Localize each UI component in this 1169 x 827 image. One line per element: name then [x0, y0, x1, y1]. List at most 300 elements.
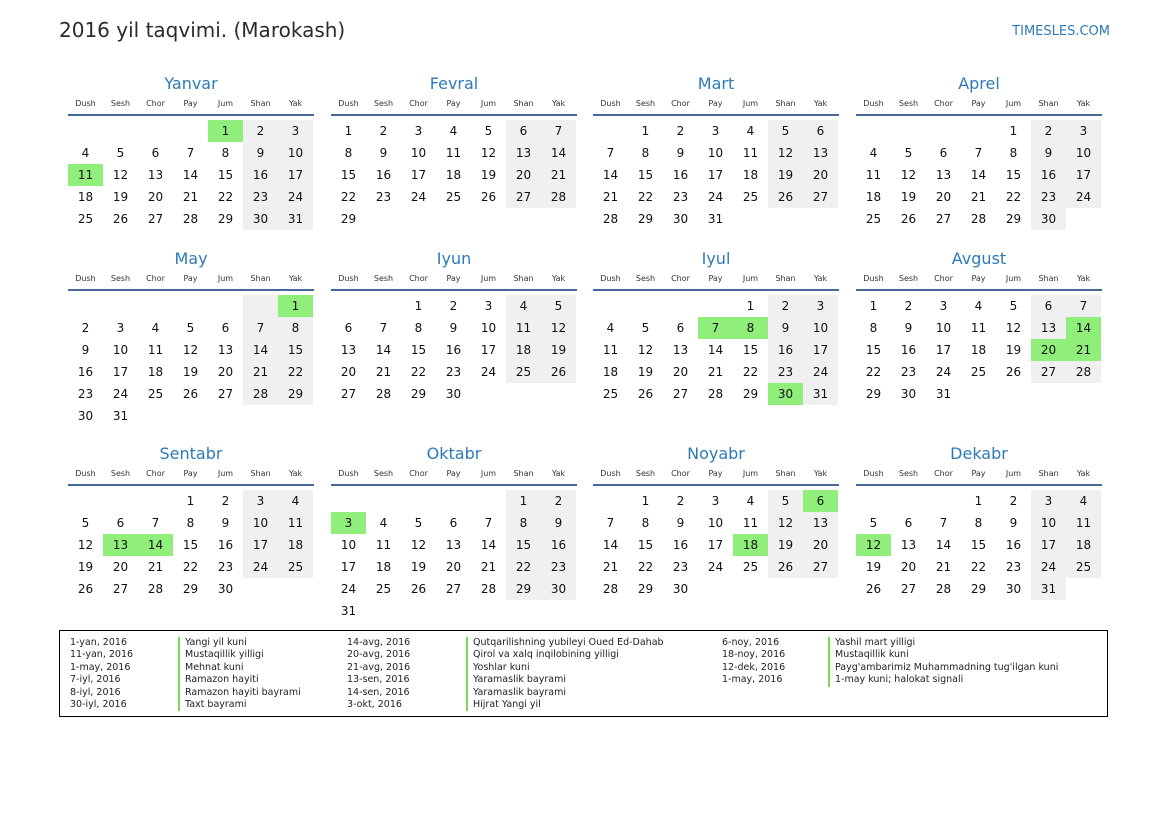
day-cell: 26	[182, 387, 199, 401]
day-cell: 18	[742, 168, 759, 182]
legend-date: 14-avg, 2016	[347, 637, 411, 648]
day-cell: 6	[506, 120, 541, 142]
weekday-header	[68, 466, 314, 486]
day-cell: 11	[147, 343, 164, 357]
day-cell: 6	[803, 120, 838, 142]
day-cell: 13	[803, 142, 838, 164]
empty-day-cell	[138, 295, 173, 317]
day-cell: 14	[480, 538, 497, 552]
day-cell: 5	[186, 321, 195, 335]
month-mart	[593, 72, 839, 230]
day-cell: 13	[147, 168, 164, 182]
day-cell: 24	[410, 190, 427, 204]
day-cell: 3	[331, 512, 366, 534]
day-cell: 15	[1005, 168, 1022, 182]
day-cell: 7	[151, 516, 160, 530]
weekday-header	[331, 271, 577, 291]
day-grid	[856, 116, 1102, 230]
weekday-label: Chor	[934, 274, 953, 283]
day-cell: 30	[445, 387, 462, 401]
weekday-label: Dush	[75, 99, 96, 108]
day-cell: 1	[344, 124, 353, 138]
day-cell: 25	[445, 190, 462, 204]
day-cell: 10	[278, 142, 313, 164]
day-cell: 16	[768, 339, 803, 361]
day-cell: 3	[939, 299, 948, 313]
legend-dates-col1	[70, 637, 133, 711]
weekday-label: Chor	[671, 99, 690, 108]
day-cell: 7	[243, 317, 278, 339]
day-cell: 24	[935, 365, 952, 379]
day-cell: 13	[445, 538, 462, 552]
weekday-label: Shan	[1038, 99, 1059, 108]
month-dekabr	[856, 442, 1102, 600]
legend-holiday-name: Mehnat kuni	[185, 661, 244, 673]
month-sentabr	[68, 442, 314, 600]
weekday-label: Jum	[480, 274, 497, 283]
weekday-label: Yak	[1076, 99, 1091, 108]
day-grid	[68, 291, 314, 427]
day-cell: 11	[865, 168, 882, 182]
weekday-label: Jum	[480, 99, 497, 108]
day-cell: 23	[672, 190, 689, 204]
day-cell: 4	[278, 490, 313, 512]
day-cell: 5	[116, 146, 125, 160]
month-name: Iyul	[701, 249, 731, 268]
day-grid	[68, 486, 314, 600]
weekday-label: Jum	[1005, 99, 1022, 108]
day-cell: 29	[182, 582, 199, 596]
day-cell: 22	[182, 560, 199, 574]
site-link[interactable]: TIMESLES.COM	[1012, 24, 1110, 39]
day-cell: 19	[768, 164, 803, 186]
legend-holiday-name: Mustaqillik yilligi	[185, 649, 264, 661]
legend-date: 12-dek, 2016	[722, 661, 786, 673]
day-cell: 6	[221, 321, 230, 335]
legend-date: 7-iyl, 2016	[70, 674, 121, 686]
weekday-header	[331, 466, 577, 486]
day-cell: 12	[900, 168, 917, 182]
day-cell: 30	[243, 208, 278, 230]
month-name: Dekabr	[950, 444, 1008, 463]
day-cell: 8	[974, 516, 983, 530]
weekday-label: Pay	[971, 274, 986, 283]
day-cell: 30	[1031, 208, 1066, 230]
legend-holiday-name: Yangi yil kuni	[185, 637, 247, 648]
weekday-label: Yak	[1076, 469, 1091, 478]
empty-day-cell	[401, 490, 436, 512]
day-cell: 1	[278, 295, 313, 317]
day-cell: 15	[637, 538, 654, 552]
empty-day-cell	[366, 295, 401, 317]
day-cell: 11	[742, 146, 759, 160]
day-cell: 11	[742, 516, 759, 530]
day-cell: 26	[112, 212, 129, 226]
day-cell: 16	[1005, 538, 1022, 552]
legend-date: 3-okt, 2016	[347, 698, 402, 710]
day-cell: 26	[77, 582, 94, 596]
day-cell: 8	[641, 146, 650, 160]
weekday-label: Jum	[217, 274, 234, 283]
day-cell: 7	[939, 516, 948, 530]
weekday-label: Chor	[934, 99, 953, 108]
day-cell: 10	[707, 146, 724, 160]
day-cell: 16	[77, 365, 94, 379]
day-cell: 16	[445, 343, 462, 357]
weekday-label: Dush	[75, 469, 96, 478]
day-cell: 20	[803, 534, 838, 556]
legend-date: 1-yan, 2016	[70, 637, 127, 648]
day-cell: 28	[1066, 361, 1101, 383]
day-cell: 15	[410, 343, 427, 357]
day-cell: 18	[77, 190, 94, 204]
day-cell: 11	[68, 164, 103, 186]
legend-dates-col3	[722, 637, 785, 687]
weekday-label: Chor	[146, 99, 165, 108]
empty-day-cell	[698, 295, 733, 317]
weekday-label: Jum	[742, 99, 759, 108]
day-cell: 23	[77, 387, 94, 401]
empty-day-cell	[471, 490, 506, 512]
weekday-label: Pay	[183, 99, 198, 108]
day-cell: 25	[742, 190, 759, 204]
weekday-label: Jum	[742, 469, 759, 478]
weekday-header	[593, 466, 839, 486]
day-cell: 29	[1005, 212, 1022, 226]
day-cell: 15	[970, 538, 987, 552]
day-cell: 16	[672, 538, 689, 552]
weekday-label: Sesh	[373, 274, 394, 283]
day-cell: 10	[340, 538, 357, 552]
weekday-label: Sesh	[373, 469, 394, 478]
day-cell: 17	[1031, 534, 1066, 556]
weekday-label: Pay	[708, 99, 723, 108]
day-cell: 22	[742, 365, 759, 379]
day-cell: 30	[541, 578, 576, 600]
day-cell: 27	[340, 387, 357, 401]
empty-day-cell	[138, 490, 173, 512]
weekday-label: Sesh	[110, 99, 131, 108]
day-cell: 5	[1009, 299, 1018, 313]
weekday-label: Sesh	[110, 469, 131, 478]
day-cell: 23	[445, 365, 462, 379]
day-cell: 28	[970, 212, 987, 226]
day-cell: 21	[935, 560, 952, 574]
day-cell: 20	[340, 365, 357, 379]
empty-day-cell	[103, 120, 138, 142]
day-cell: 21	[541, 164, 576, 186]
day-cell: 3	[414, 124, 423, 138]
day-cell: 31	[1031, 578, 1066, 600]
day-cell: 23	[243, 186, 278, 208]
day-cell: 21	[147, 560, 164, 574]
day-grid	[331, 486, 577, 622]
legend-date: 30-iyl, 2016	[70, 698, 127, 710]
day-cell: 7	[698, 317, 733, 339]
day-cell: 4	[151, 321, 160, 335]
day-cell: 1	[414, 299, 423, 313]
day-cell: 20	[900, 560, 917, 574]
day-cell: 2	[1031, 120, 1066, 142]
weekday-label: Jum	[217, 469, 234, 478]
day-cell: 6	[904, 516, 913, 530]
day-cell: 29	[970, 582, 987, 596]
legend-date: 21-avg, 2016	[347, 661, 411, 673]
legend-date: 13-sen, 2016	[347, 674, 410, 686]
day-cell: 9	[243, 142, 278, 164]
empty-day-cell	[68, 490, 103, 512]
day-cell: 11	[506, 317, 541, 339]
day-cell: 24	[340, 582, 357, 596]
empty-day-cell	[856, 120, 891, 142]
day-cell: 12	[112, 168, 129, 182]
weekday-label: Shan	[775, 99, 796, 108]
day-grid	[331, 116, 577, 230]
weekday-header	[68, 96, 314, 116]
day-cell: 22	[970, 560, 987, 574]
day-cell: 15	[742, 343, 759, 357]
day-cell: 17	[707, 538, 724, 552]
weekday-label: Pay	[446, 274, 461, 283]
day-cell: 14	[707, 343, 724, 357]
weekday-label: Dush	[863, 274, 884, 283]
day-cell: 22	[217, 190, 234, 204]
legend-date: 14-sen, 2016	[347, 686, 410, 698]
day-cell: 3	[711, 494, 720, 508]
day-cell: 26	[865, 582, 882, 596]
day-cell: 3	[1031, 490, 1066, 512]
page-title: 2016 yil taqvimi. (Marokash)	[59, 18, 346, 42]
day-cell: 13	[506, 142, 541, 164]
legend-holiday-name: Yaramaslik bayrami	[473, 686, 566, 698]
weekday-label: Shan	[1038, 274, 1059, 283]
weekday-label: Shan	[1038, 469, 1059, 478]
day-cell: 3	[243, 490, 278, 512]
day-cell: 12	[541, 317, 576, 339]
day-cell: 13	[217, 343, 234, 357]
weekday-label: Dush	[338, 469, 359, 478]
legend-holiday-name: Hijrat Yangi yil	[473, 698, 541, 710]
day-cell: 23	[900, 365, 917, 379]
day-cell: 3	[278, 120, 313, 142]
day-cell: 9	[1009, 516, 1018, 530]
holiday-legend	[59, 630, 1108, 717]
weekday-label: Pay	[971, 469, 986, 478]
legend-date: 18-noy, 2016	[722, 649, 786, 661]
day-cell: 19	[768, 534, 803, 556]
day-cell: 21	[182, 190, 199, 204]
day-cell: 23	[1031, 186, 1066, 208]
day-cell: 14	[541, 142, 576, 164]
day-cell: 23	[375, 190, 392, 204]
day-cell: 25	[970, 365, 987, 379]
day-cell: 6	[803, 490, 838, 512]
day-cell: 18	[865, 190, 882, 204]
weekday-label: Dush	[600, 469, 621, 478]
legend-holiday-name: Yashil mart yilligi	[835, 637, 916, 648]
day-cell: 27	[445, 582, 462, 596]
day-cell: 9	[541, 512, 576, 534]
day-cell: 19	[900, 190, 917, 204]
day-cell: 26	[410, 582, 427, 596]
month-iyul	[593, 247, 839, 405]
month-name: Yanvar	[164, 74, 218, 93]
day-cell: 11	[445, 146, 462, 160]
weekday-label: Yak	[551, 469, 566, 478]
day-cell: 5	[541, 295, 576, 317]
day-cell: 10	[410, 146, 427, 160]
legend-holiday-name: Payg'ambarimiz Muhammadning tug'ilgan kuni	[835, 661, 1059, 673]
day-cell: 12	[480, 146, 497, 160]
day-cell: 14	[182, 168, 199, 182]
day-cell: 28	[602, 212, 619, 226]
day-cell: 15	[506, 534, 541, 556]
day-cell: 14	[138, 534, 173, 556]
day-cell: 29	[865, 387, 882, 401]
empty-day-cell	[68, 295, 103, 317]
day-cell: 10	[480, 321, 497, 335]
weekday-label: Pay	[446, 469, 461, 478]
weekday-label: Sesh	[898, 99, 919, 108]
day-cell: 28	[375, 387, 392, 401]
day-cell: 28	[541, 186, 576, 208]
day-cell: 17	[278, 164, 313, 186]
empty-day-cell	[173, 295, 208, 317]
day-cell: 31	[340, 604, 357, 618]
legend-date: 1-may, 2016	[70, 661, 131, 673]
day-cell: 2	[221, 494, 230, 508]
empty-day-cell	[436, 490, 471, 512]
month-avgust	[856, 247, 1102, 405]
day-cell: 27	[217, 387, 234, 401]
weekday-header	[593, 96, 839, 116]
day-cell: 8	[869, 321, 878, 335]
empty-day-cell	[593, 295, 628, 317]
weekday-label: Yak	[813, 99, 828, 108]
day-cell: 19	[112, 190, 129, 204]
day-cell: 17	[243, 534, 278, 556]
day-cell: 25	[742, 560, 759, 574]
day-cell: 22	[637, 560, 654, 574]
day-cell: 1	[506, 490, 541, 512]
day-cell: 29	[506, 578, 541, 600]
month-name: Avgust	[951, 249, 1007, 268]
day-cell: 1	[641, 494, 650, 508]
weekday-label: Pay	[971, 99, 986, 108]
day-cell: 19	[480, 168, 497, 182]
day-cell: 26	[768, 186, 803, 208]
weekday-label: Shan	[513, 274, 534, 283]
month-name: Fevral	[429, 74, 479, 93]
day-cell: 3	[484, 299, 493, 313]
month-name: Aprel	[958, 74, 1000, 93]
day-cell: 12	[637, 343, 654, 357]
weekday-label: Jum	[1005, 274, 1022, 283]
day-cell: 15	[340, 168, 357, 182]
weekday-label: Sesh	[635, 99, 656, 108]
day-cell: 24	[112, 387, 129, 401]
weekday-label: Dush	[75, 274, 96, 283]
day-cell: 12	[768, 142, 803, 164]
day-cell: 4	[506, 295, 541, 317]
day-cell: 19	[541, 339, 576, 361]
weekday-label: Shan	[250, 274, 271, 283]
weekday-label: Dush	[600, 274, 621, 283]
day-cell: 12	[856, 534, 891, 556]
day-cell: 9	[904, 321, 913, 335]
day-cell: 11	[970, 321, 987, 335]
legend-holiday-name: Qirol va xalq inqilobining yilligi	[473, 649, 619, 661]
weekday-label: Sesh	[373, 99, 394, 108]
day-cell: 28	[147, 582, 164, 596]
day-cell: 2	[243, 120, 278, 142]
day-cell: 9	[768, 317, 803, 339]
day-cell: 24	[243, 556, 278, 578]
day-cell: 22	[278, 361, 313, 383]
day-cell: 13	[900, 538, 917, 552]
month-noyabr	[593, 442, 839, 600]
weekday-label: Dush	[863, 99, 884, 108]
weekday-label: Chor	[671, 469, 690, 478]
day-cell: 7	[974, 146, 983, 160]
day-cell: 15	[865, 343, 882, 357]
day-cell: 17	[340, 560, 357, 574]
day-cell: 29	[340, 212, 357, 226]
day-cell: 28	[243, 383, 278, 405]
empty-day-cell	[366, 490, 401, 512]
day-cell: 17	[1066, 164, 1101, 186]
day-cell: 20	[506, 164, 541, 186]
day-cell: 21	[243, 361, 278, 383]
weekday-header	[856, 96, 1102, 116]
legend-holiday-name: 1-may kuni; halokat signali	[835, 674, 964, 686]
day-cell: 6	[1031, 295, 1066, 317]
day-cell: 24	[707, 560, 724, 574]
day-cell: 22	[410, 365, 427, 379]
day-cell: 4	[449, 124, 458, 138]
day-cell: 8	[186, 516, 195, 530]
day-cell: 13	[803, 512, 838, 534]
weekday-label: Chor	[409, 99, 428, 108]
weekday-label: Sesh	[635, 469, 656, 478]
empty-day-cell	[331, 490, 366, 512]
empty-day-cell	[243, 295, 278, 317]
weekday-label: Pay	[708, 274, 723, 283]
day-cell: 14	[1066, 317, 1101, 339]
day-cell: 5	[81, 516, 90, 530]
day-cell: 1	[641, 124, 650, 138]
weekday-label: Chor	[146, 469, 165, 478]
day-cell: 16	[217, 538, 234, 552]
day-cell: 12	[182, 343, 199, 357]
legend-holiday-name: Ramazon hayiti	[185, 674, 259, 686]
weekday-label: Dush	[600, 99, 621, 108]
legend-date: 8-iyl, 2016	[70, 686, 121, 698]
day-cell: 4	[974, 299, 983, 313]
weekday-label: Yak	[813, 469, 828, 478]
day-cell: 10	[707, 516, 724, 530]
legend-names-col2	[466, 637, 664, 711]
day-cell: 22	[340, 190, 357, 204]
day-cell: 2	[1009, 494, 1018, 508]
empty-day-cell	[961, 120, 996, 142]
weekday-label: Shan	[775, 469, 796, 478]
weekday-label: Pay	[708, 469, 723, 478]
day-cell: 2	[449, 299, 458, 313]
day-cell: 30	[672, 582, 689, 596]
day-cell: 20	[672, 365, 689, 379]
day-cell: 8	[1009, 146, 1018, 160]
